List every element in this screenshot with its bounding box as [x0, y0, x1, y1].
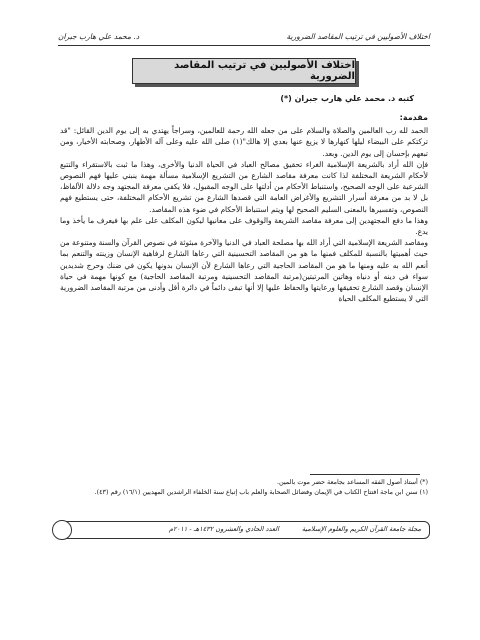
- paragraph: وهذا ما دفع المجتهدين إلى معرفة مقاصد الشريعة والوقوف على معانيها ليكون المكلف على علم بها فيعرف ما يأخذ وما يدع.: [60, 215, 428, 237]
- running-head-title: اختلاف الأصوليين في ترتيب المقاصد الضرورية: [286, 32, 430, 41]
- paragraph: فإن الله أراد بالشريعة الإسلامية الغراء تحقيق مصالح العباد في الحياة الدنيا والأخرى، وهذا ما ثبت بالاستقراء والتتبع لأحكام الشريعة المختلفة لذا كانت معرفة مقاصد الشارع من التشريع الإسلامية مسألة مهمة ينبني عليها فهم النصوص الشرعية على الوجه الصحيح، واستنباط الأحكام من أدلتها على الوجه المقبول، فلا يكفي معرفة المجتهد وجه دلالة الألفاظ، بل لا بد من معرفة أسرار التشريع والأغراض العامة التي قصدها الشارع من تشريع الأحكام المختلفة، حتى يستطيع فهم النصوص، وتفسيرها بالمعنى السليم الصحيح لها ويتم استنباط الأحكام في ضوء هذه المقاصد.: [60, 159, 428, 214]
- page-number-circle: [52, 520, 72, 540]
- intro-heading: مقدمة:: [399, 113, 428, 122]
- running-head-author: د. محمد علي هارب جبران: [58, 32, 140, 41]
- paragraph: ومقاصد الشريعة الإسلامية التي أراد الله بها مصلحة العباد في الدنيا والآخرة مبثوثة في نصوص القرآن والسنة ومتنوعة من حيث أهميتها بالنسبة للمكلف فمنها ما هو من المقاصد التحسينية التي رعاها الشارع لرفاهية الإنسان وزينته والتنعم بما أنعم الله به عليه ومنها ما هو من المقاصد الحاجية التي رعاها الشارع لأن الإنسان بدونها يكون في ضنك وحرج شديدين سواء في دينه أو دنياه وهاتين المرتبتين(مرتبة المقاصد التحسينية ومرتبة المقاصد الحاجية) مع كونها مهمة في حياة الإنسان وقصد الشارع تحقيقها ورعايتها والحفاظ عليها إلا أنها تبقى دائماً في دائرة أقل وأدنى من مرتبة المقاصد الضرورية التي لا يستطيع المكلف الحياة: [60, 238, 428, 304]
- running-head: [58, 30, 430, 44]
- paragraph: الحمد لله رب العالمين والصلاة والسلام على من جعله الله رحمة للعالمين، وسراجاً يهتدي به إلى يوم الدين القائل: "قد تركتكم على البيضاء ليلها كنهارها لا يزيغ عنها بعدي إلا هالك"(١) صلى الله عليه وعلى آله الأطهار، وصحابته الأخيار، ومن تبعهم بإحسان إلى يوم الدين. وبعد.: [60, 126, 428, 158]
- footnote-rule: [310, 474, 420, 475]
- author-line: كتبه د. محمد علي هارب جبران (*): [280, 94, 414, 103]
- footer-issue: العدد الحادي والعشرون ١٤٣٢هـ - ٢٠١١م: [169, 525, 279, 533]
- footnotes: [60, 478, 428, 497]
- footnote: (*) أستاذ أصول الفقه المساعد بجامعة حضر موت بالمين.: [276, 478, 428, 486]
- article-title: اختلاف الأصوليين في ترتيب المقاصد الضرورية: [132, 58, 356, 84]
- footer-journal: مجلة جامعة القرآن الكريم والعلوم الإسلامية: [301, 525, 421, 533]
- footnote: (١) سنن ابن ماجة افتتاح الكتاب في الإيمان وفضائل الصحابة والعلم باب إتباع سنة الخلفاء الراشدين المهديين (١٦/١) رقم (٤٣).: [94, 487, 428, 496]
- header-rule: [58, 45, 430, 46]
- article-body: [60, 112, 428, 304]
- page-footer: [60, 521, 430, 539]
